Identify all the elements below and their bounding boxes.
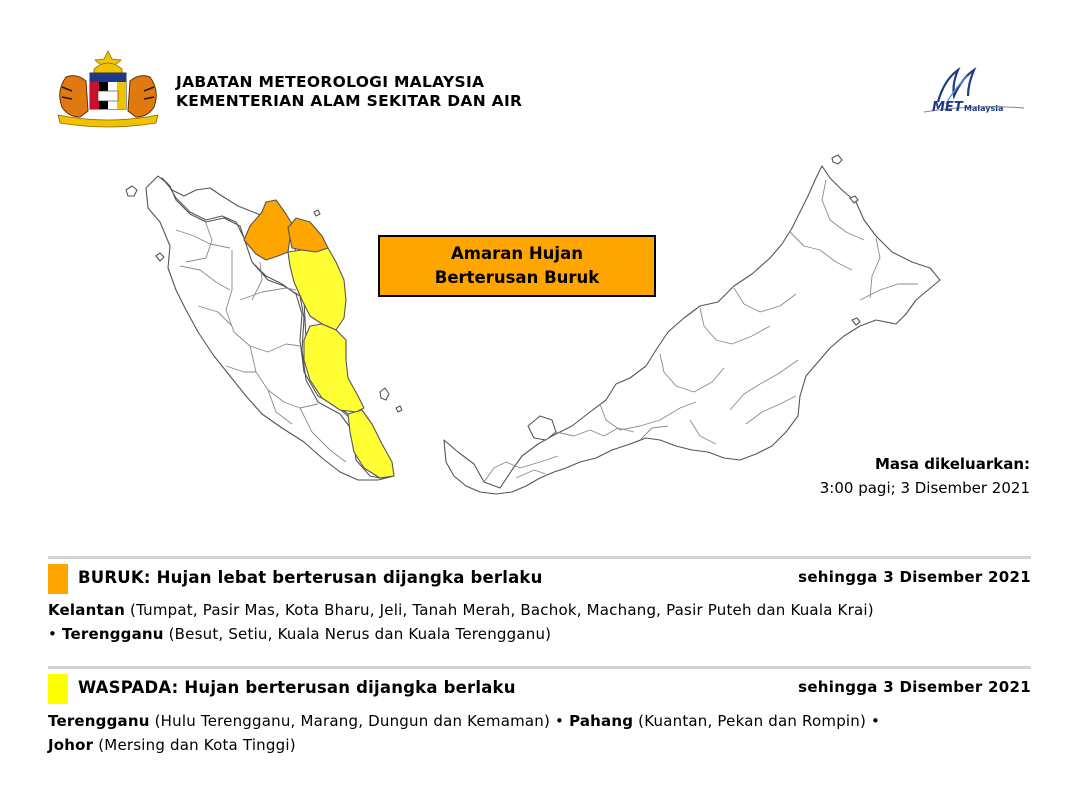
area-line bbox=[48, 598, 1038, 622]
warning-band-waspada bbox=[48, 670, 1031, 704]
separator-line bbox=[48, 556, 1031, 559]
issued-label: Masa dikeluarkan: bbox=[874, 455, 1030, 473]
buruk-until-text: sehingga 3 Disember 2021 bbox=[798, 568, 1031, 586]
agency-line-1: JABATAN METEOROLOGI MALAYSIA bbox=[176, 73, 485, 91]
issued-time: 3:00 pagi; 3 Disember 2021 bbox=[819, 479, 1030, 497]
met-logo-suffix: Malaysia bbox=[964, 104, 1004, 113]
warning-title-line-2: Berterusan Buruk bbox=[434, 268, 600, 287]
met-logo-text: MET bbox=[932, 100, 963, 115]
buruk-color-swatch bbox=[48, 564, 68, 594]
issued-time-block bbox=[820, 452, 1030, 500]
waspada-color-swatch bbox=[48, 674, 68, 704]
district-list: (Hulu Terengganu, Marang, Dungun dan Kemaman) bbox=[154, 712, 551, 730]
agency-line-2: KEMENTERIAN ALAM SEKITAR DAN AIR bbox=[176, 92, 523, 110]
island-tioman bbox=[380, 388, 389, 400]
area-line: Terengganu (Hulu Terengganu, Marang, Dungun dan Kemaman) • Pahang (Kuantan, Pekan dan Rompin) • bbox=[48, 712, 881, 730]
island-banggi bbox=[832, 155, 842, 164]
state-name: Terengganu bbox=[62, 625, 164, 643]
waspada-level-text: WASPADA: Hujan berterusan dijangka berlaku bbox=[78, 678, 516, 697]
area-line bbox=[48, 733, 1038, 757]
warning-title-line-1: Amaran Hujan bbox=[451, 244, 583, 263]
east-malaysia bbox=[444, 166, 940, 494]
district-list: (Kuantan, Pekan dan Rompin) bbox=[638, 712, 867, 730]
region-terengganu-north bbox=[288, 218, 328, 252]
district-list: (Besut, Setiu, Kuala Nerus dan Kuala Terengganu) bbox=[168, 625, 552, 643]
waspada-until-text: sehingga 3 Disember 2021 bbox=[798, 678, 1031, 696]
area-line: • Terengganu (Besut, Setiu, Kuala Nerus dan Kuala Terengganu) bbox=[48, 625, 552, 643]
state-name: Terengganu bbox=[48, 712, 150, 730]
state-name: Johor bbox=[48, 736, 94, 754]
warning-band-buruk bbox=[48, 560, 1031, 594]
island-east bbox=[396, 406, 402, 412]
district-list: (Mersing dan Kota Tinggi) bbox=[98, 736, 296, 754]
state-name: Kelantan bbox=[48, 601, 126, 619]
island-penang bbox=[156, 253, 164, 261]
buruk-level-text: BURUK: Hujan lebat berterusan dijangka berlaku bbox=[78, 568, 543, 587]
warning-title-box bbox=[378, 235, 656, 297]
state-name: Pahang bbox=[569, 712, 634, 730]
island-langkawi bbox=[126, 186, 137, 196]
buruk-areas bbox=[48, 598, 1038, 646]
district-list: (Tumpat, Pasir Mas, Kota Bharu, Jeli, Tanah Merah, Bachok, Machang, Pasir Puteh dan Kuala Krai) bbox=[130, 601, 874, 619]
waspada-areas bbox=[48, 709, 1038, 757]
island-perhentian bbox=[314, 210, 320, 216]
separator-line bbox=[48, 666, 1031, 669]
